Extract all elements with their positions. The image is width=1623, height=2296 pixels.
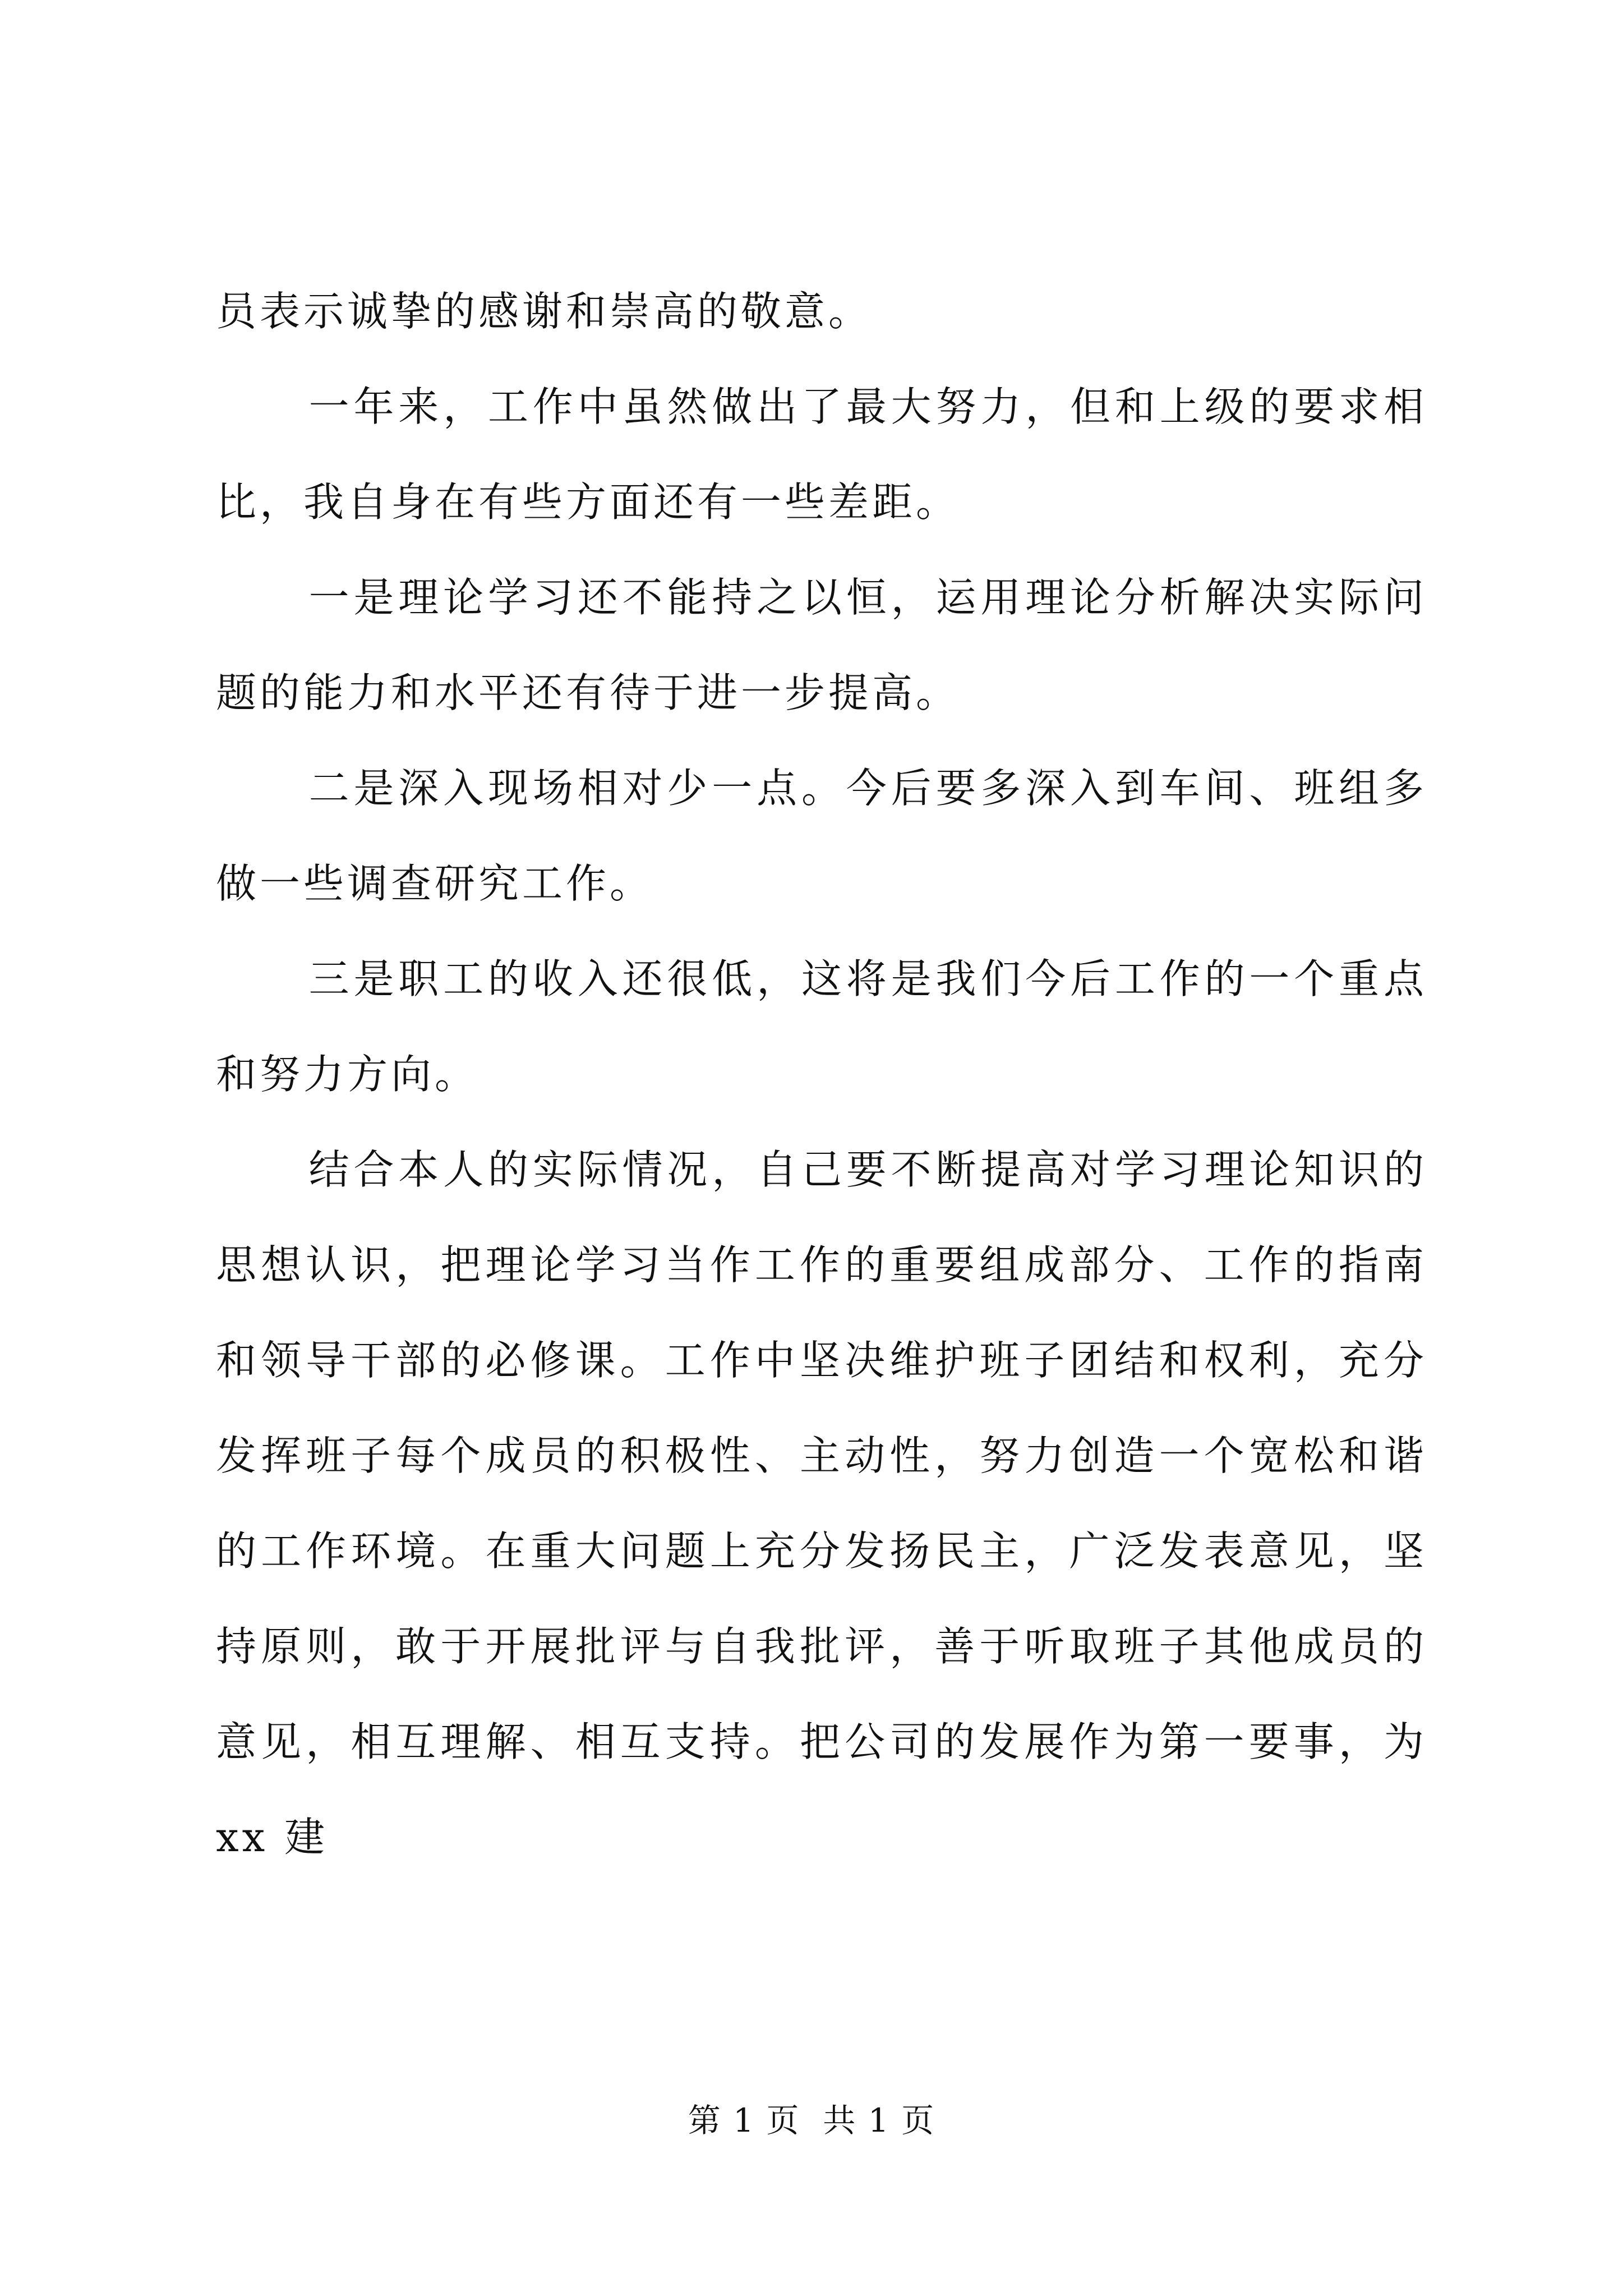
paragraph: 员表示诚挚的感谢和崇高的敬意。 xyxy=(216,288,873,335)
paragraph: 一是理论学习还不能持之以恒，运用理论分析解决实际问题的能力和水平还有待于进一步提高。 xyxy=(216,574,1427,716)
paragraph: 三是职工的收入还很低，这将是我们今后工作的一个重点和努力方向。 xyxy=(216,955,1427,1098)
page-number-label: 第 1 页 共 1 页 xyxy=(688,2101,935,2139)
paragraph: 结合本人的实际情况，自己要不断提高对学习理论知识的思想认识，把理论学习当作工作的重要组成部分、工作的指南和领导干部的必修课。工作中坚决维护班子团结和权利，充分发挥班子每个成员的积极性、主动性，努力创造一个宽松和谐的工作环境。在重大问题上充分发扬民主，广泛发表意见，坚持原则，敢于开展批评与自我批评，善于听取班子其他成员的意见，相互理解、相互支持。把公司的发展作为第一要事，为 xx 建 xyxy=(216,1146,1427,1861)
page-footer xyxy=(0,2098,1623,2143)
paragraph: 一年来，工作中虽然做出了最大努力，但和上级的要求相比，我自身在有些方面还有一些差距。 xyxy=(216,383,1427,526)
document-body xyxy=(216,264,1427,1885)
paragraph: 二是深入现场相对少一点。今后要多深入到车间、班组多做一些调查研究工作。 xyxy=(216,765,1427,907)
